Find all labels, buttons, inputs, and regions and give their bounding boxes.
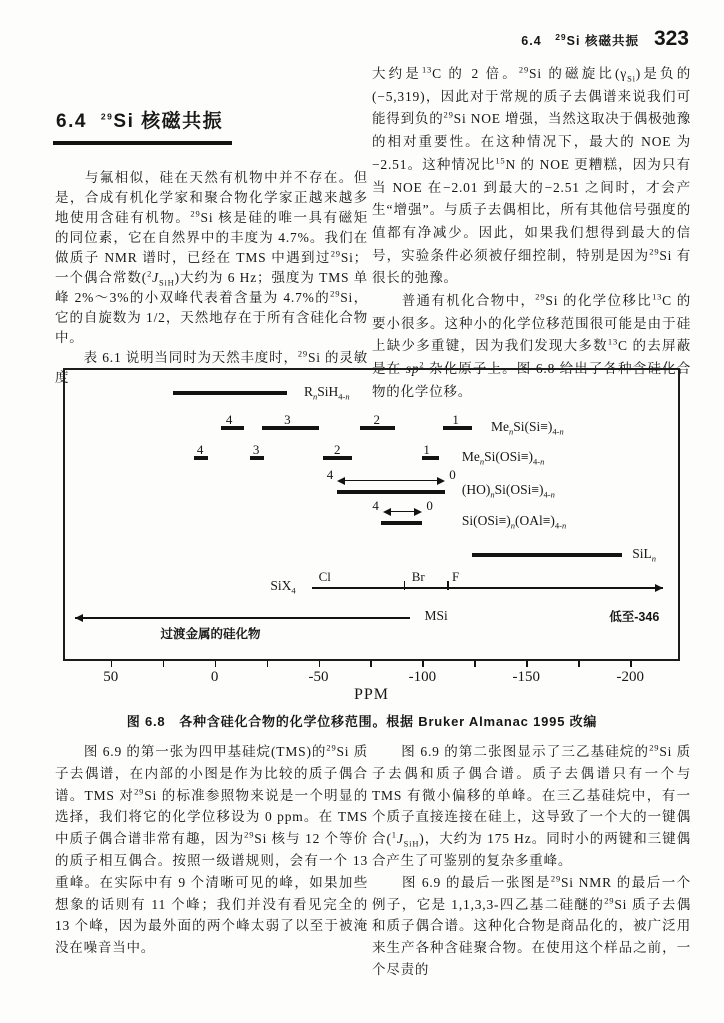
column-top-left (55, 168, 368, 388)
chart-marker-label: 3 (252, 442, 260, 457)
column-top-right (372, 63, 691, 404)
chart-marker-label: F (452, 569, 460, 584)
axis-tick (111, 661, 113, 667)
page-header (521, 27, 689, 51)
range-arrowhead-right (414, 508, 422, 516)
chart-row-label-RnSiH4-n: $R_nSiH_{4-n}$ (303, 384, 350, 402)
column-bottom-left (55, 741, 368, 959)
chart-note: 低至-346 (609, 610, 660, 624)
chart-marker-label: 2 (333, 442, 341, 457)
segment-tick (447, 581, 449, 590)
axis-tick (163, 661, 165, 667)
axis-label: -200 (616, 669, 644, 685)
paragraph: 大约是$^{13}$C 的 2 倍。$^{29}$Si 的磁旋比$(\gamma_{Si})$是负的(−5,319)，因此对于常规的质子去偶谱来说我们可能得到负的$^{29}$Si NOE 增强，当然这取决于偶极弛豫的相对重要性。在这种情况下，最大的 NOE 为−2.51。这种情况比$^{15}$N 的 NOE 更糟糕，因为只有当 NOE 在−2.01 到最大的−2.51 之间时，才会产生“增强”。与质子去偶相比，所有其他信号强度的值都有净减少。因此，如果我们想得到最大的信号，实验条件必须被仔细控制，特别是因为$^{29}$Si 有很长的弛豫。 (372, 64, 692, 286)
axis-label: -50 (308, 669, 329, 685)
range-arrow (389, 511, 416, 512)
axis-tick (370, 661, 372, 667)
chart-marker-label: 1 (452, 412, 459, 427)
chart-row-label-Si(OSi)n(OAl)4-n: $Si(OSi\equiv)_n(OAl\equiv)_{4-n}$ (461, 513, 567, 531)
axis-label: 0 (210, 669, 219, 685)
axis-tick (630, 661, 632, 667)
range-arrow-right-label: 0 (449, 467, 456, 482)
paragraph: 普通有机化合物中，$^{29}$Si 的化学位移比$^{13}$C 的要小很多。这种小的化学位移范围很可能是由于硅上缺少多重键，因为我们发现大多数$^{13}$C 的去屏蔽是在 $sp^2$ 杂化原子上。图 6.8 给出了各种含硅化合物的化学位移。 (372, 291, 691, 399)
section-underline (53, 141, 232, 145)
figure-6-8 (63, 368, 680, 703)
axis-label: 50 (103, 669, 119, 685)
arrowhead-MSi (75, 614, 83, 622)
axis-tick (319, 661, 321, 667)
axis-tick (474, 661, 476, 667)
chart-arrow-SiX4 (312, 587, 663, 589)
section-title-text: $^{29}$Si 核磁共振 (100, 111, 224, 132)
axis-tick (422, 661, 424, 667)
chart-row-label-SiLn: SiL$_n$ (632, 546, 657, 564)
axis-label: -150 (512, 669, 541, 685)
arrowhead-SiX4 (655, 584, 663, 592)
range-arrow-left-label: 4 (372, 498, 379, 513)
paragraph: 图 6.9 的第二张图显示了三乙基硅烷的$^{29}$Si 质子去偶和质子偶合谱。质子去偶谱只有一个与 TMS 有微小偏移的单峰。在三乙基硅烷中，有一个质子直接连接在硅上，这导致了一个大的一键偶合$(^1J_{SiH})$，大约为 175 Hz。同时小的两键和三键偶合产生了可鉴别的复杂多重峰。 (372, 742, 691, 868)
chart-row-label-(HO)nSi(OSi)4-n: $(HO)_nSi(OSi\equiv)_{4-n}$ (461, 482, 555, 500)
chart-canvas (65, 370, 678, 659)
axis-title: PPM (353, 686, 390, 703)
range-arrow-right-label: 0 (426, 498, 433, 513)
chart-marker-label: 4 (196, 442, 204, 457)
chart-row-label-MenSi(Si)4-n: $Me_nSi(Si\equiv)_{4-n}$ (490, 419, 564, 437)
section-number: 6.4 (56, 111, 87, 132)
paragraph: 图 6.9 的最后一张图是$^{29}$Si NMR 的最后一个例子，它是 1,1,3,3-四乙基二硅醚的$^{29}$Si 质子去偶和质子偶合谱。这种化合物是商品化的，被广泛用来生产各种含硅聚合物。在使用这个样品之前，一个尽责的 (372, 873, 692, 977)
chart-row-label-MSi: MSi (424, 608, 448, 623)
axis-tick (215, 661, 217, 667)
chart-marker-label: 3 (284, 412, 291, 427)
running-head: 6.4 $^{29}$Si 核磁共振 (521, 31, 639, 48)
axis-tick (267, 661, 269, 667)
range-arrowhead-left (383, 508, 391, 516)
chart-marker-label: Cl (318, 569, 331, 584)
chart-row-label-SiX4: SiX$_4$ (270, 578, 296, 596)
section-title (56, 106, 223, 133)
axis-tick (578, 661, 580, 667)
chart-bar-RnSiH4-n (173, 391, 287, 395)
paragraph: 与氟相似，硅在天然有机物中并不存在。但是，合成有机化学家和聚合物化学家正越来越多地使用含硅有机物。$^{29}$Si 核是硅的唯一具有磁矩的同位素，它在自然界中的丰度为 4.7%。我们在做质子 NMR 谱时，已经在 TMS 中遇到过$^{29}$Si；一个偶合常数$(^2J_{SiH})$大约为 6 Hz；强度为 TMS 单峰 2%～3%的小双峰代表着含量为 4.7%的$^{29}$Si，它的自旋数为 1/2，天然地存在于所有含硅化合物中。 (55, 170, 368, 345)
range-arrowhead-left (337, 477, 345, 485)
range-arrowhead-right (437, 477, 445, 485)
chart-marker-label: 1 (423, 442, 430, 457)
paragraph: 表 6.1 说明当同时为天然丰度时，$^{29}$Si 的灵敏度 (55, 348, 368, 385)
chart-bar-SiLn (472, 553, 622, 557)
figure-box (63, 368, 680, 661)
column-bottom-right (372, 741, 691, 981)
figure-caption: 图 6.8 各种含硅化合物的化学位移范围。根据 Bruker Almanac 1995 改编 (126, 714, 598, 729)
chart-marker-label: 2 (373, 412, 380, 427)
chart-marker-label: Br (411, 569, 425, 584)
paragraph: 图 6.9 的第一张为四甲基硅烷(TMS)的$^{29}$Si 质子去偶谱，在内部的小图是作为比较的质子偶合谱。TMS 对$^{29}$Si 的标准参照物来说是一个明显的选择，我们将它的化学位移设为 0 ppm。在 TMS 中质子偶合谱非常有趣，因为$^{29}$Si 核与 12 个等价的质子相互偶合。按照一级谱规则，会有一个 13 重峰。在实际中有 9 个清晰可见的峰，如果加些想象的话则有 11 个峰；我们并没有看见完全的 13 个峰，因为最外面的两个峰太弱了以至于被淹没在噪音当中。 (55, 742, 369, 956)
chart-note: 过渡金属的硅化物 (160, 627, 261, 641)
axis-tick (526, 661, 528, 667)
axis-label: -100 (408, 669, 437, 685)
page-number: 323 (653, 27, 689, 50)
chart-marker-label: 4 (225, 412, 233, 427)
chart-bar-Si(OSi)n(OAl)4-n (381, 521, 423, 525)
segment-tick (404, 581, 406, 590)
chart-row-label-MenSi(OSi)4-n: $Me_nSi(OSi\equiv)_{4-n}$ (461, 449, 545, 467)
chart-arrow-MSi (75, 617, 410, 619)
range-arrow-left-label: 4 (326, 467, 334, 482)
chart-bar-(HO)nSi(OSi)4-n (337, 490, 445, 494)
range-arrow (343, 480, 439, 481)
